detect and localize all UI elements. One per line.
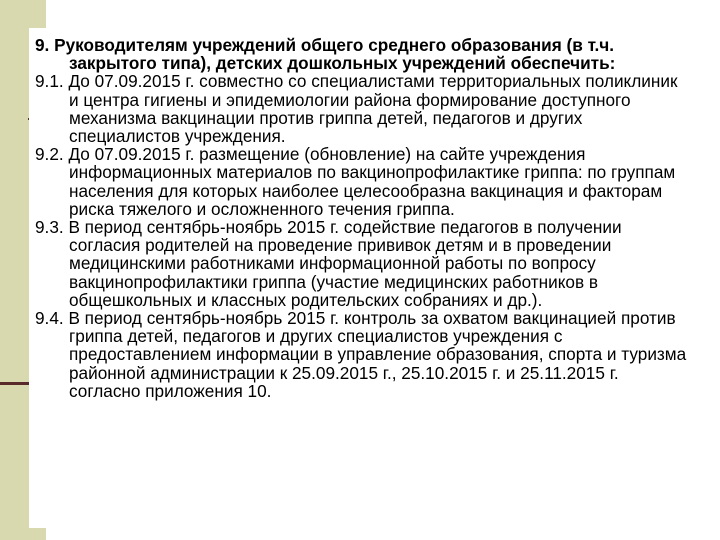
- paragraph-9-heading: 9. Руководителям учреждений общего среднего образования (в т.ч. закрытого типа), детских дошкольных учреждений обеспечить:: [35, 35, 616, 74]
- paragraph-9-3: 9.3. В период сентябрь-ноябрь 2015 г. содействие педагогов в получении согласия родителей на проведение прививок детям и в проведении медицинскими работниками информационной работы по вопросу вакцинопрофилактики гриппа (участие медицинских работников в общешкольных и классных родительских собраниях и др.).: [35, 217, 622, 310]
- slide-text-body: [35, 36, 687, 400]
- paragraph-9-1: 9.1. До 07.09.2015 г. совместно со специалистами территориальных поликлиник и центра гигиены и эпидемиологии района формирование доступного механизма вакцинации против гриппа детей, педагогов и других специалистов учреждения.: [35, 71, 678, 147]
- paragraph-9-4: 9.4. В период сентябрь-ноябрь 2015 г. контроль за охватом вакцинацией против гриппа детей, педагогов и других специалистов учреждения с предоставлением информации в управление образования, спорта и туризма районной администрации к 25.09.2015 г., 25.10.2015 г. и 25.11.2015 г. согласно приложения 10.: [35, 308, 687, 401]
- paragraph-9-2: 9.2. До 07.09.2015 г. размещение (обновление) на сайте учреждения информационных материалов по вакцинопрофилактике гриппа: по группам населения для которых наиболее целесообразна вакцинация и факторам риска тяжелого и осложненного течения гриппа.: [35, 144, 676, 219]
